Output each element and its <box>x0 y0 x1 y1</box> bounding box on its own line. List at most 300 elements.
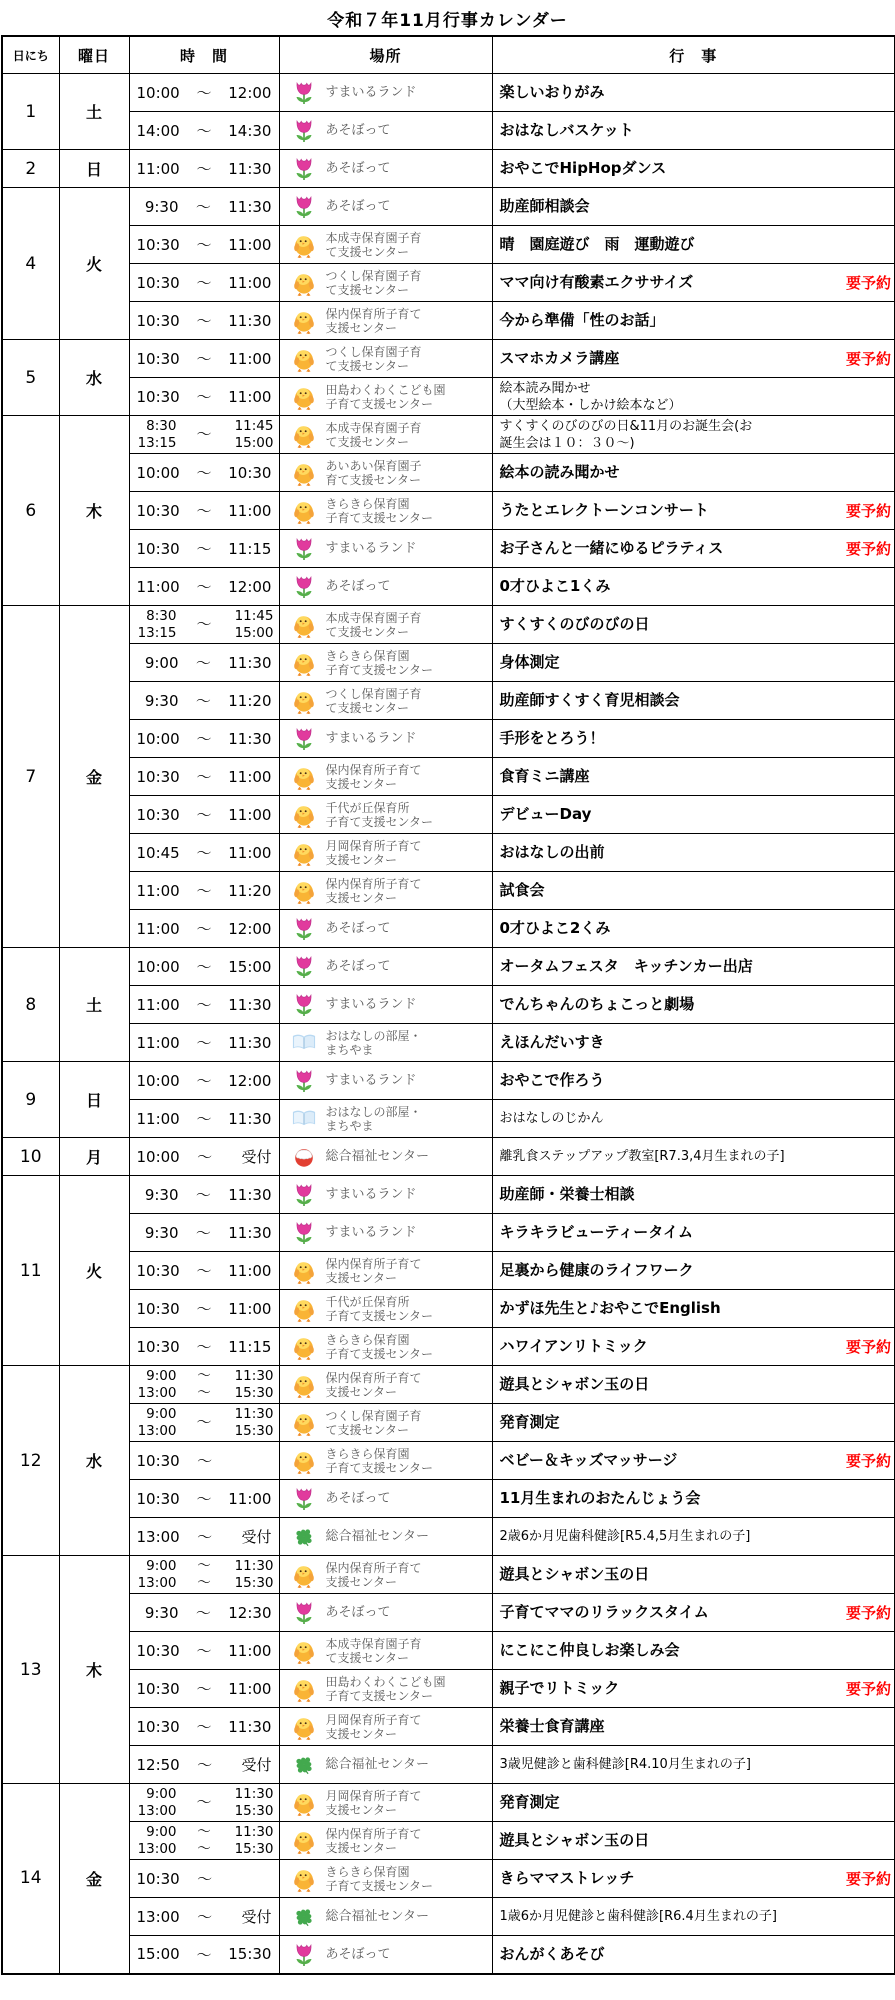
place <box>280 954 492 979</box>
time-end: 15:30 <box>234 1840 274 1857</box>
event-cell <box>492 454 895 492</box>
place <box>280 611 492 639</box>
event-row <box>2 758 895 796</box>
place-cell <box>279 1670 492 1708</box>
event-cell <box>492 568 895 606</box>
place <box>280 269 492 297</box>
event-row <box>2 1290 895 1328</box>
event <box>493 1072 895 1089</box>
time-ends: 11:30 15:30 <box>234 1405 274 1439</box>
time-ends: 11:30 15:30 <box>234 1785 274 1819</box>
event-cell <box>492 1100 895 1138</box>
event-name: 2歳6か月児歯科健診[R5.4,5月生まれの子] <box>499 1529 751 1544</box>
event-name: 親子でリトミック <box>499 1679 620 1697</box>
event <box>493 1678 895 1699</box>
chick-icon <box>291 1676 317 1702</box>
place-cell <box>279 1708 492 1746</box>
tulip-icon <box>291 194 317 219</box>
place <box>280 801 492 829</box>
tilde: ～ <box>196 1490 212 1508</box>
weekday-cell: 水 <box>59 1366 129 1556</box>
place-name: 保内保育所子育て 支援センター <box>325 306 422 335</box>
time-ends: 11:45 15:00 <box>234 417 274 451</box>
event <box>493 1566 895 1583</box>
tilde: ～ <box>196 1262 212 1280</box>
place-cell <box>279 1784 492 1822</box>
event <box>493 160 895 177</box>
event-row <box>2 1442 895 1480</box>
place-cell <box>279 302 492 340</box>
time-range <box>130 1336 279 1357</box>
time-end: 10:30 <box>228 463 272 482</box>
tilde: ～ <box>196 1680 212 1698</box>
time-end: 11:00 <box>228 1679 272 1698</box>
page-title: 令和７年11月行事カレンダー <box>327 11 568 31</box>
time-end: 11:30 <box>228 729 272 748</box>
event-name: 手形をとろう！ <box>499 729 605 747</box>
event-row <box>2 1632 895 1670</box>
event-name: 遊具とシャボン玉の日 <box>499 1375 650 1393</box>
place <box>280 80 492 105</box>
event-cell <box>492 1670 895 1708</box>
time-end: 12:30 <box>228 1603 272 1622</box>
place-cell <box>279 606 492 644</box>
weekday-cell: 木 <box>59 1556 129 1784</box>
time-end: 11:30 <box>234 1367 274 1384</box>
time-end: 受付 <box>241 1756 272 1774</box>
time-range <box>130 690 279 711</box>
event-name: 0才ひよこ2くみ <box>499 919 611 937</box>
event-name: 子育てママのリラックスタイム <box>499 1603 709 1621</box>
event-cell <box>492 606 895 644</box>
place <box>280 1257 492 1285</box>
event-cell <box>492 1328 895 1366</box>
time-end: 11:00 <box>228 501 272 520</box>
tilde: ～ <box>196 350 212 368</box>
event <box>493 348 895 369</box>
place-cell <box>279 682 492 720</box>
event-name: 試食会 <box>499 881 545 899</box>
chick-icon <box>291 498 317 524</box>
time-range <box>130 272 279 293</box>
weekday-cell: 土 <box>59 74 129 150</box>
place-cell <box>279 910 492 948</box>
place <box>280 1029 492 1057</box>
event-row <box>2 1328 895 1366</box>
tilde: ～ <box>197 1452 213 1470</box>
time-starts: 9:00 13:00 <box>137 1785 177 1819</box>
place-name: 本成寺保育園子育 て支援センター <box>325 1636 422 1665</box>
event-cell <box>492 416 895 454</box>
time-cell <box>129 606 279 644</box>
event-row <box>2 378 895 416</box>
place <box>280 1526 492 1548</box>
event <box>493 380 895 414</box>
time-range <box>130 1526 279 1547</box>
tilde: ～ <box>196 1718 212 1736</box>
place-name: 月岡保育所子育て 支援センター <box>325 1712 422 1741</box>
time-range <box>130 1184 279 1205</box>
date-cell: 7 <box>2 606 59 948</box>
place <box>280 1447 492 1475</box>
date-cell: 10 <box>2 1138 59 1176</box>
event-name: デビューDay <box>499 805 592 823</box>
event-name: えほんだいすき <box>499 1033 605 1051</box>
date-cell: 4 <box>2 188 59 340</box>
time-double <box>130 1558 279 1592</box>
chick-icon <box>291 1866 317 1892</box>
event-row <box>2 1898 895 1936</box>
place-name: つくし保育園子育 て支援センター <box>325 686 422 715</box>
event-row <box>2 948 895 986</box>
event-name: にこにこ仲良しお楽しみ会 <box>499 1641 680 1659</box>
time-start: 10:30 <box>136 1869 180 1888</box>
time-end: 11:30 <box>228 197 272 216</box>
place-cell <box>279 112 492 150</box>
event-name: でんちゃんのちょこっと劇場 <box>499 995 695 1013</box>
tilde: ～ <box>196 236 212 254</box>
place <box>280 1486 492 1511</box>
place <box>280 156 492 181</box>
place <box>280 383 492 411</box>
weekday-cell: 月 <box>59 1138 129 1176</box>
event-cell <box>492 1936 895 1974</box>
event-cell <box>492 644 895 682</box>
rice-bowl-icon <box>291 1146 317 1168</box>
event-cell <box>492 872 895 910</box>
tilde: ～ <box>197 1148 213 1166</box>
reservation-required-badge: 要予約 <box>845 1604 891 1622</box>
reservation-required-badge: 要予約 <box>845 1452 891 1470</box>
event <box>493 1642 895 1659</box>
event-name: おんがくあそび <box>499 1944 605 1963</box>
time-start: 10:30 <box>136 349 180 368</box>
event-row <box>2 1404 895 1442</box>
place-name: すまいるランド <box>325 1225 417 1240</box>
place-name: すまいるランド <box>325 85 417 100</box>
place-name: おはなしの部屋・ まちやま <box>325 1104 422 1133</box>
event-row <box>2 1366 895 1404</box>
event-name: 身体測定 <box>499 653 560 671</box>
place-name: あそぼって <box>325 1605 391 1620</box>
time-range <box>130 1558 279 1575</box>
event <box>493 418 895 452</box>
event <box>493 1414 895 1431</box>
place-name: 総合福祉センター <box>325 1757 429 1772</box>
time-end: 11:00 <box>228 1489 272 1508</box>
place <box>280 307 492 335</box>
place-name: 月岡保育所子育て 支援センター <box>325 838 422 867</box>
weekday-cell: 火 <box>59 1176 129 1366</box>
place-cell <box>279 644 492 682</box>
event-cell <box>492 1556 895 1594</box>
event <box>493 996 895 1013</box>
col-header-date: 日にち <box>2 36 59 74</box>
place-name: きらきら保育園 子育て支援センター <box>325 648 434 677</box>
chick-icon <box>291 1372 317 1398</box>
event-row <box>2 834 895 872</box>
time-range <box>130 766 279 787</box>
chick-icon <box>291 422 317 448</box>
event-name: 助産師すくすく育児相談会 <box>499 691 680 709</box>
place <box>280 345 492 373</box>
event-row <box>2 1708 895 1746</box>
tilde: ～ <box>197 1384 211 1401</box>
tilde: ～ <box>197 1367 211 1384</box>
date-cell: 8 <box>2 948 59 1062</box>
time-start: 9:30 <box>144 197 179 216</box>
event-name: 1歳6か月児健診と歯科健診[R6.4月生まれの子] <box>499 1909 777 1924</box>
time-cell <box>129 948 279 986</box>
time-end: 14:30 <box>228 121 272 140</box>
tilde: ～ <box>195 1186 211 1204</box>
event-cell <box>492 834 895 872</box>
time-start: 11:00 <box>136 881 180 900</box>
place-name: きらきら保育園 子育て支援センター <box>325 496 434 525</box>
chick-icon <box>291 1334 317 1360</box>
event-cell <box>492 1632 895 1670</box>
event-cell <box>492 796 895 834</box>
time-range <box>130 158 279 179</box>
event-row <box>2 302 895 340</box>
event <box>493 1832 895 1849</box>
event <box>493 1148 895 1165</box>
event-cell <box>492 1214 895 1252</box>
time-end: 11:00 <box>228 805 272 824</box>
place-cell <box>279 1366 492 1404</box>
time-range <box>130 348 279 369</box>
place <box>280 1754 492 1776</box>
event-cell <box>492 720 895 758</box>
time-start: 9:30 <box>144 1603 179 1622</box>
time-range <box>130 1450 279 1471</box>
time-end: 11:30 <box>228 311 272 330</box>
tilde: ～ <box>197 1574 211 1591</box>
event-name: 離乳食ステップアップ教室[R7.3,4月生まれの子] <box>499 1149 785 1164</box>
place-cell <box>279 1632 492 1670</box>
time-cell <box>129 1898 279 1936</box>
tilde: ～ <box>196 730 212 748</box>
col-header-weekday: 曜日 <box>59 36 129 74</box>
time-start: 10:30 <box>136 1451 180 1470</box>
time-range <box>130 1032 279 1053</box>
event-name: おはなしのじかん <box>499 1111 604 1126</box>
event-name: 絵本読み聞かせ （大型絵本・しかけ絵本など） <box>499 380 682 413</box>
event-cell <box>492 1404 895 1442</box>
time-end: 11:00 <box>228 349 272 368</box>
date-cell: 5 <box>2 340 59 416</box>
chick-icon <box>291 384 317 410</box>
tilde: ～ <box>196 312 212 330</box>
time-start: 11:00 <box>136 995 180 1014</box>
event <box>493 1224 895 1241</box>
event-name: 0才ひよこ1くみ <box>499 577 611 595</box>
event <box>493 882 895 899</box>
time-cell <box>129 682 279 720</box>
place-cell <box>279 1746 492 1784</box>
place-name: 総合福祉センター <box>325 1149 429 1164</box>
chick-icon <box>291 1410 317 1436</box>
event-row <box>2 1214 895 1252</box>
tilde: ～ <box>196 160 212 178</box>
chick-icon <box>291 1562 317 1588</box>
chick-icon <box>291 346 317 372</box>
time-cell <box>129 1328 279 1366</box>
time-start: 10:30 <box>136 501 180 520</box>
time-range <box>130 1488 279 1509</box>
event <box>493 1756 895 1773</box>
event-row <box>2 492 895 530</box>
time-start: 9:00 <box>146 1557 177 1574</box>
tilde: ～ <box>196 464 212 482</box>
time-start: 10:30 <box>136 1679 180 1698</box>
time-cell <box>129 1556 279 1594</box>
time-start: 10:30 <box>136 1717 180 1736</box>
time-start: 11:00 <box>136 577 180 596</box>
event-row <box>2 872 895 910</box>
time-end: 15:30 <box>234 1574 274 1591</box>
reservation-required-badge: 要予約 <box>845 540 891 558</box>
time-end: 11:30 <box>228 653 272 672</box>
chick-icon <box>291 1790 317 1816</box>
event-row <box>2 416 895 454</box>
event-name: 発育測定 <box>499 1793 560 1811</box>
tilde: ～ <box>195 654 211 672</box>
time-start: 10:30 <box>136 1261 180 1280</box>
book-icon <box>291 1033 317 1052</box>
event <box>493 538 895 559</box>
event-name: オータムフェスタ キッチンカー出店 <box>499 957 753 975</box>
event-row <box>2 1822 895 1860</box>
tilde: ～ <box>197 1870 213 1888</box>
event <box>493 1450 895 1471</box>
chick-icon <box>291 270 317 296</box>
time-range <box>130 1868 279 1889</box>
event-calendar-table <box>1 35 895 1975</box>
event-name: 11月生まれのおたんじょう会 <box>499 1489 701 1507</box>
time-cell <box>129 150 279 188</box>
place <box>280 1865 492 1893</box>
place <box>280 992 492 1017</box>
tulip-icon <box>291 1600 317 1625</box>
time-end: 11:20 <box>228 881 272 900</box>
time-range <box>130 1906 279 1927</box>
event-cell <box>492 1708 895 1746</box>
time-range <box>130 880 279 901</box>
weekday-cell: 火 <box>59 188 129 340</box>
tilde: ～ <box>196 540 212 558</box>
place <box>280 497 492 525</box>
time-cell <box>129 1936 279 1974</box>
place-name: 保内保育所子育て 支援センター <box>325 1370 422 1399</box>
time-end: 15:30 <box>234 1384 274 1401</box>
event <box>493 654 895 671</box>
event-name: 絵本の読み聞かせ <box>499 463 620 481</box>
time-start: 9:30 <box>144 691 179 710</box>
place-cell <box>279 74 492 112</box>
place-name: 総合福祉センター <box>325 1909 429 1924</box>
time-cell <box>129 112 279 150</box>
place <box>280 763 492 791</box>
place-name: 千代が丘保育所 子育て支援センター <box>325 800 434 829</box>
time-starts: 8:30 13:15 <box>137 607 177 641</box>
time-cell <box>129 340 279 378</box>
place-cell <box>279 1594 492 1632</box>
chick-icon <box>291 1638 317 1664</box>
event <box>493 920 895 937</box>
place-cell <box>279 264 492 302</box>
event-name: 遊具とシャボン玉の日 <box>499 1565 650 1583</box>
time-cell <box>129 1480 279 1518</box>
tilde: ～ <box>196 1413 212 1431</box>
event-row <box>2 150 895 188</box>
reservation-required-badge: 要予約 <box>845 502 891 520</box>
time-range <box>130 1944 279 1965</box>
event-cell <box>492 986 895 1024</box>
time-end: 12:00 <box>228 83 272 102</box>
event-name: キラキラビューティータイム <box>499 1223 694 1241</box>
event-cell <box>492 1898 895 1936</box>
place-name: すまいるランド <box>325 997 417 1012</box>
event-cell <box>492 150 895 188</box>
tilde: ～ <box>195 1224 211 1242</box>
tilde: ～ <box>195 198 211 216</box>
event-cell <box>492 188 895 226</box>
event-cell <box>492 1594 895 1632</box>
time-start: 10:00 <box>136 957 180 976</box>
place <box>280 194 492 219</box>
place <box>280 649 492 677</box>
time-cell <box>129 1442 279 1480</box>
tilde: ～ <box>197 1840 211 1857</box>
tulip-icon <box>291 80 317 105</box>
tilde: ～ <box>197 1557 211 1574</box>
tilde: ～ <box>195 692 211 710</box>
place-name: きらきら保育園 子育て支援センター <box>325 1864 434 1893</box>
place <box>280 1906 492 1928</box>
event-cell <box>492 1138 895 1176</box>
time-cell <box>129 1594 279 1632</box>
time-start: 9:00 <box>146 1367 177 1384</box>
time-start: 11:00 <box>136 1109 180 1128</box>
place-cell <box>279 1138 492 1176</box>
time-end: 12:00 <box>228 919 272 938</box>
place-name: あそぼって <box>325 1491 391 1506</box>
time-start: 10:30 <box>136 1299 180 1318</box>
time-cell <box>129 644 279 682</box>
time-cell <box>129 1708 279 1746</box>
clover-icon <box>291 1754 317 1776</box>
time-range <box>130 1824 279 1841</box>
time-start: 10:45 <box>136 843 180 862</box>
event-row <box>2 1024 895 1062</box>
place <box>280 459 492 487</box>
place-cell <box>279 1062 492 1100</box>
event-row <box>2 1860 895 1898</box>
clover-icon <box>291 1526 317 1548</box>
time-end: 11:00 <box>228 843 272 862</box>
event-cell <box>492 1290 895 1328</box>
place-cell <box>279 758 492 796</box>
place-cell <box>279 568 492 606</box>
event <box>493 1186 895 1203</box>
time-range <box>130 120 279 141</box>
event-name: 遊具とシャボン玉の日 <box>499 1831 650 1849</box>
event-row <box>2 1784 895 1822</box>
time-cell <box>129 986 279 1024</box>
time-range <box>130 956 279 977</box>
time-cell <box>129 1100 279 1138</box>
